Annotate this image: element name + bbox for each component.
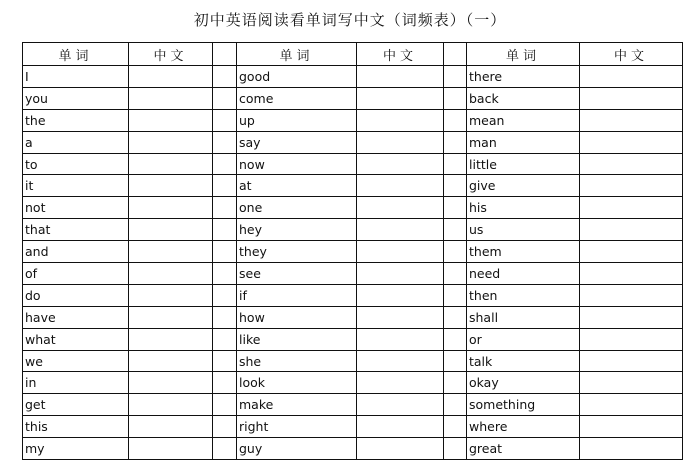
table-row [23,263,683,285]
word-cell: something [467,394,580,416]
table-row [23,438,683,460]
word-cell: where [467,416,580,438]
chinese-answer-cell[interactable] [580,263,683,285]
chinese-answer-cell[interactable] [129,306,213,328]
chinese-answer-cell[interactable] [357,394,444,416]
header-chinese-3: 中文 [580,43,683,66]
table-row [23,109,683,131]
spacer-cell [213,328,237,350]
chinese-answer-cell[interactable] [580,219,683,241]
chinese-answer-cell[interactable] [129,328,213,350]
page-title: 初中英语阅读看单词写中文（词频表）（一） [193,11,507,29]
word-cell: they [237,241,357,263]
chinese-answer-cell[interactable] [129,219,213,241]
chinese-answer-cell[interactable] [129,284,213,306]
chinese-answer-cell[interactable] [580,241,683,263]
chinese-answer-cell[interactable] [129,416,213,438]
word-cell: not [23,197,129,219]
table-row [23,219,683,241]
chinese-answer-cell[interactable] [129,175,213,197]
table-row [23,175,683,197]
spacer-cell [444,284,467,306]
word-cell: his [467,197,580,219]
chinese-answer-cell[interactable] [129,87,213,109]
word-cell: make [237,394,357,416]
chinese-answer-cell[interactable] [580,416,683,438]
word-cell: what [23,328,129,350]
word-cell: she [237,350,357,372]
chinese-answer-cell[interactable] [129,263,213,285]
spacer-cell [213,306,237,328]
spacer-cell [213,394,237,416]
table-row [23,416,683,438]
chinese-answer-cell[interactable] [580,66,683,88]
spacer-cell [444,416,467,438]
word-cell: come [237,87,357,109]
word-cell: mean [467,109,580,131]
spacer-cell [444,175,467,197]
chinese-answer-cell[interactable] [357,197,444,219]
spacer-cell [213,153,237,175]
word-cell: up [237,109,357,131]
word-cell: we [23,350,129,372]
word-cell: guy [237,438,357,460]
word-cell: or [467,328,580,350]
vocabulary-body [23,66,683,460]
chinese-answer-cell[interactable] [129,394,213,416]
table-row [23,241,683,263]
word-cell: okay [467,372,580,394]
chinese-answer-cell[interactable] [580,306,683,328]
chinese-answer-cell[interactable] [357,175,444,197]
header-row [23,43,683,66]
word-cell: them [467,241,580,263]
header-word-2: 单词 [237,43,357,66]
table-row [23,66,683,88]
table-row [23,350,683,372]
vocabulary-table [22,42,683,460]
chinese-answer-cell[interactable] [129,241,213,263]
word-cell: a [23,131,129,153]
spacer-cell [213,87,237,109]
chinese-answer-cell[interactable] [357,66,444,88]
spacer-cell [444,131,467,153]
spacer-cell [213,66,237,88]
word-cell: my [23,438,129,460]
chinese-answer-cell[interactable] [357,306,444,328]
word-cell: talk [467,350,580,372]
spacer-cell [444,328,467,350]
table-row [23,153,683,175]
chinese-answer-cell[interactable] [129,350,213,372]
chinese-answer-cell[interactable] [357,350,444,372]
chinese-answer-cell[interactable] [129,197,213,219]
chinese-answer-cell[interactable] [357,153,444,175]
word-cell: that [23,219,129,241]
header-chinese-2: 中文 [357,43,444,66]
spacer-cell [213,416,237,438]
chinese-answer-cell[interactable] [357,109,444,131]
chinese-answer-cell[interactable] [580,87,683,109]
table-row [23,394,683,416]
spacer-cell [444,66,467,88]
word-cell: right [237,416,357,438]
chinese-answer-cell[interactable] [580,131,683,153]
spacer-cell [444,219,467,241]
spacer-cell [213,43,237,66]
table-row [23,284,683,306]
word-cell: there [467,66,580,88]
spacer-cell [444,438,467,460]
word-cell: shall [467,306,580,328]
table-row [23,372,683,394]
chinese-answer-cell[interactable] [129,438,213,460]
word-cell: say [237,131,357,153]
spacer-cell [213,175,237,197]
spacer-cell [213,197,237,219]
spacer-cell [213,438,237,460]
word-cell: in [23,372,129,394]
chinese-answer-cell[interactable] [580,394,683,416]
word-cell: hey [237,219,357,241]
word-cell: get [23,394,129,416]
spacer-cell [444,350,467,372]
chinese-answer-cell[interactable] [357,131,444,153]
word-cell: now [237,153,357,175]
word-cell: great [467,438,580,460]
chinese-answer-cell[interactable] [357,438,444,460]
spacer-cell [213,131,237,153]
spacer-cell [444,306,467,328]
chinese-answer-cell[interactable] [129,153,213,175]
chinese-answer-cell[interactable] [580,350,683,372]
spacer-cell [444,109,467,131]
chinese-answer-cell[interactable] [580,109,683,131]
chinese-answer-cell[interactable] [580,153,683,175]
word-cell: to [23,153,129,175]
chinese-answer-cell[interactable] [580,372,683,394]
table-row [23,197,683,219]
word-cell: look [237,372,357,394]
word-cell: like [237,328,357,350]
word-cell: man [467,131,580,153]
spacer-cell [213,284,237,306]
chinese-answer-cell[interactable] [357,263,444,285]
chinese-answer-cell[interactable] [580,438,683,460]
word-cell: do [23,284,129,306]
spacer-cell [444,241,467,263]
table-row [23,87,683,109]
word-cell: it [23,175,129,197]
word-cell: one [237,197,357,219]
word-cell: this [23,416,129,438]
chinese-answer-cell[interactable] [357,87,444,109]
header-word-1: 单词 [23,43,129,66]
spacer-cell [213,241,237,263]
spacer-cell [213,350,237,372]
spacer-cell [444,43,467,66]
chinese-answer-cell[interactable] [129,109,213,131]
chinese-answer-cell[interactable] [580,175,683,197]
word-cell: give [467,175,580,197]
chinese-answer-cell[interactable] [357,372,444,394]
word-cell: have [23,306,129,328]
chinese-answer-cell[interactable] [357,241,444,263]
word-cell: good [237,66,357,88]
spacer-cell [444,372,467,394]
word-cell: the [23,109,129,131]
word-cell: then [467,284,580,306]
chinese-answer-cell[interactable] [129,66,213,88]
table-row [23,131,683,153]
chinese-answer-cell[interactable] [357,219,444,241]
spacer-cell [444,87,467,109]
spacer-cell [444,394,467,416]
word-cell: us [467,219,580,241]
header-chinese-1: 中文 [129,43,213,66]
chinese-answer-cell[interactable] [357,328,444,350]
spacer-cell [213,263,237,285]
spacer-cell [444,263,467,285]
spacer-cell [213,219,237,241]
spacer-cell [213,109,237,131]
word-cell: I [23,66,129,88]
spacer-cell [444,153,467,175]
word-cell: see [237,263,357,285]
word-cell: how [237,306,357,328]
header-word-3: 单词 [467,43,580,66]
spacer-cell [213,372,237,394]
chinese-answer-cell[interactable] [357,284,444,306]
word-cell: and [23,241,129,263]
word-cell: back [467,87,580,109]
chinese-answer-cell[interactable] [129,372,213,394]
word-cell: you [23,87,129,109]
word-cell: if [237,284,357,306]
chinese-answer-cell[interactable] [357,416,444,438]
table-row [23,306,683,328]
word-cell: of [23,263,129,285]
word-cell: at [237,175,357,197]
chinese-answer-cell[interactable] [129,131,213,153]
chinese-answer-cell[interactable] [580,284,683,306]
table-row [23,328,683,350]
word-cell: need [467,263,580,285]
chinese-answer-cell[interactable] [580,328,683,350]
word-cell: little [467,153,580,175]
spacer-cell [444,197,467,219]
chinese-answer-cell[interactable] [580,197,683,219]
